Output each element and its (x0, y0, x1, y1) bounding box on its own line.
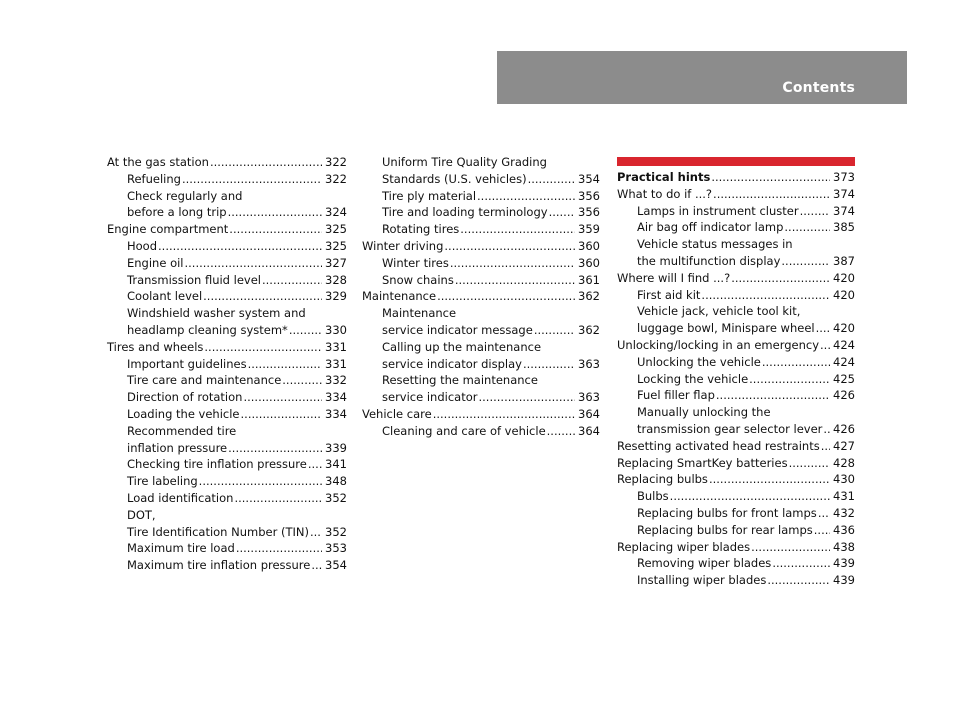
toc-entry[interactable] (617, 186, 855, 203)
toc-entry-page: 420 (833, 270, 855, 285)
leader-dots (762, 354, 830, 371)
leader-dots (199, 473, 322, 490)
toc-entry[interactable] (617, 488, 855, 505)
toc-entry-page: 329 (325, 289, 347, 304)
leader-dots (437, 288, 575, 305)
toc-entry[interactable] (617, 320, 855, 337)
leader-dots (308, 456, 322, 473)
toc-entry-title: Maximum tire load (127, 541, 235, 556)
toc-entry-page: 356 (578, 188, 600, 203)
toc-entry-title: Snow chains (382, 272, 454, 287)
toc-entry-page: 353 (325, 541, 347, 556)
toc-entry[interactable] (107, 322, 347, 339)
leader-dots (767, 572, 830, 589)
toc-entry[interactable] (617, 270, 855, 287)
toc-entry-page: 436 (833, 522, 855, 537)
leader-dots (716, 387, 830, 404)
toc-entry-page: 362 (578, 322, 600, 337)
toc-entry-title: Cleaning and care of vehicle (382, 423, 546, 438)
leader-dots (182, 171, 322, 188)
leader-dots (228, 440, 322, 457)
leader-dots (781, 253, 830, 270)
leader-dots (823, 421, 830, 438)
toc-entry-title: Tire and loading terminology (382, 205, 548, 220)
toc-entry-page: 364 (578, 423, 600, 438)
toc-entry-title: Direction of rotation (127, 390, 243, 405)
toc-entry[interactable] (107, 372, 347, 389)
leader-dots (236, 540, 322, 557)
toc-entry-page: 324 (325, 205, 347, 220)
toc-entry-title: Maintenance (382, 306, 457, 321)
toc-entry-title: Tire Identification Number (TIN) (127, 524, 309, 539)
toc-entry[interactable] (107, 389, 347, 406)
toc-entry[interactable] (617, 421, 855, 438)
toc-entry[interactable] (107, 154, 347, 171)
leader-dots (731, 270, 830, 287)
toc-entry[interactable] (617, 471, 855, 488)
leader-dots (433, 406, 575, 423)
leader-dots (547, 423, 575, 440)
toc-entry-page: 354 (578, 171, 600, 186)
leader-dots (204, 339, 322, 356)
toc-entry-title: Vehicle care (362, 406, 432, 421)
toc-entry-title: Removing wiper blades (637, 556, 772, 571)
toc-entry[interactable] (617, 203, 855, 220)
toc-entry-title: inflation pressure (127, 440, 228, 455)
toc-entry-title: service indicator message (382, 322, 533, 337)
leader-dots (185, 255, 323, 272)
toc-entry[interactable] (617, 371, 855, 388)
leader-dots (821, 438, 830, 455)
toc-entry-page: 364 (578, 406, 600, 421)
toc-entry-title: Engine oil (127, 255, 184, 270)
leader-dots (241, 406, 322, 423)
leader-dots (210, 154, 322, 171)
toc-entry-title: Fuel filler flap (637, 388, 715, 403)
leader-dots (262, 272, 322, 289)
toc-entry-title: Important guidelines (127, 356, 247, 371)
toc-entry[interactable] (617, 555, 855, 572)
toc-entry[interactable] (617, 387, 855, 404)
toc-entry-title: service indicator (382, 390, 478, 405)
toc-entry-page: 330 (325, 322, 347, 337)
toc-entry[interactable] (107, 255, 347, 272)
toc-entry[interactable] (107, 272, 347, 289)
leader-dots (701, 287, 830, 304)
leader-dots (203, 288, 322, 305)
toc-entry-page: 341 (325, 457, 347, 472)
toc-entry-page: 363 (578, 356, 600, 371)
toc-entry-page: 420 (833, 287, 855, 302)
toc-entry[interactable] (362, 288, 600, 305)
toc-entry-page: 374 (833, 203, 855, 218)
toc-entry[interactable] (617, 287, 855, 304)
toc-entry-page: 354 (325, 558, 347, 573)
toc-entry[interactable] (107, 440, 347, 457)
toc-entry-title: Loading the vehicle (127, 406, 240, 421)
toc-entry-title: What to do if ...? (617, 186, 713, 201)
toc-entry-title: luggage bowl, Minispare wheel (637, 321, 815, 336)
toc-entry[interactable] (362, 272, 600, 289)
leader-dots (455, 272, 575, 289)
toc-entry (362, 339, 600, 356)
toc-entry-title: headlamp cleaning system* (127, 322, 288, 337)
leader-dots (751, 539, 830, 556)
toc-entry-title: before a long trip (127, 205, 227, 220)
leader-dots (670, 488, 830, 505)
section-accent-bar (617, 157, 855, 166)
toc-entry-page: 374 (833, 186, 855, 201)
leader-dots (310, 524, 322, 541)
toc-entry-title: Uniform Tire Quality Grading (382, 155, 547, 169)
leader-dots (234, 490, 322, 507)
toc-entry-page: 322 (325, 155, 347, 169)
toc-entry-page: 439 (833, 556, 855, 571)
toc-entry-title: Coolant level (127, 289, 203, 304)
toc-entry[interactable] (617, 505, 855, 522)
toc-entry-title: Unlocking the vehicle (637, 354, 761, 369)
toc-entry-title: Resetting the maintenance (382, 373, 538, 388)
toc-entry-title: Where will I find ...? (617, 270, 731, 285)
toc-entry-title: Manually unlocking the (637, 405, 771, 420)
toc-entry-page: 361 (578, 272, 600, 287)
toc-entry-page: 331 (325, 339, 347, 354)
toc-entry-title: Transmission fluid level (127, 272, 261, 287)
toc-entry-title: Tire labeling (127, 474, 198, 489)
header-bar (497, 51, 907, 104)
toc-entry[interactable] (362, 356, 600, 373)
toc-entry-title: Winter driving (362, 238, 444, 253)
toc-entry-title: Vehicle jack, vehicle tool kit, (637, 304, 801, 319)
toc-entry-page: 360 (578, 238, 600, 253)
toc-entry-page: 438 (833, 539, 855, 554)
toc-entry-title: Maintenance (362, 289, 437, 304)
toc-entry-title: Locking the vehicle (637, 371, 749, 386)
toc-entry-title: Air bag off indicator lamp (637, 220, 784, 235)
toc-entry-page: 426 (833, 388, 855, 403)
toc-entry-page: 325 (325, 238, 347, 253)
toc-entry-title: Resetting activated head restraints (617, 438, 820, 453)
toc-entry (362, 154, 600, 171)
leader-dots (749, 371, 830, 388)
toc-entry-title: Refueling (127, 171, 181, 186)
toc-entry-title: Windshield washer system and (127, 306, 306, 321)
toc-entry[interactable] (107, 406, 347, 423)
toc-entry-page: 428 (833, 455, 855, 470)
toc-entry-title: transmission gear selector lever (637, 421, 823, 436)
toc-entry-page: 431 (833, 489, 855, 504)
toc-entry-title: Vehicle status messages in (637, 237, 793, 252)
toc-entry-title: Engine compartment (107, 222, 229, 237)
toc-entry (362, 305, 600, 322)
leader-dots (818, 505, 830, 522)
leader-dots (784, 219, 830, 236)
toc-entry[interactable] (107, 524, 347, 541)
toc-entry[interactable] (362, 406, 600, 423)
toc-entry-title: Replacing bulbs (617, 472, 708, 487)
toc-entry[interactable] (362, 255, 600, 272)
toc-entry[interactable] (362, 171, 600, 188)
toc-entry[interactable] (107, 204, 347, 221)
leader-dots (243, 389, 322, 406)
toc-entry-page: 359 (578, 222, 600, 237)
toc-entry[interactable] (362, 238, 600, 255)
toc-entry[interactable] (617, 219, 855, 236)
leader-dots (789, 455, 830, 472)
toc-entry[interactable] (107, 238, 347, 255)
toc-entry-page: 348 (325, 474, 347, 489)
toc-entry-title: Load identification (127, 490, 234, 505)
toc-entry-title: Hood (127, 238, 158, 253)
toc-entry[interactable] (107, 540, 347, 557)
toc-entry-title: Winter tires (382, 255, 449, 270)
toc-entry[interactable] (107, 339, 347, 356)
toc-entry-page: 331 (325, 356, 347, 371)
leader-dots (800, 203, 830, 220)
toc-entry-title: Unlocking/locking in an emergency (617, 337, 820, 352)
leader-dots (814, 522, 830, 539)
toc-entry[interactable] (617, 253, 855, 270)
toc-entry-page: 424 (833, 337, 855, 352)
toc-entry[interactable] (617, 337, 855, 354)
leader-dots (282, 372, 322, 389)
toc-entry-title: Bulbs (637, 489, 669, 504)
toc-entry-title: Maximum tire inflation pressure (127, 558, 311, 573)
leader-dots (528, 171, 575, 188)
leader-dots (228, 204, 322, 221)
toc-entry-title: the multifunction display (637, 253, 781, 268)
toc-entry-title: Recommended tire (127, 423, 237, 438)
leader-dots (158, 238, 322, 255)
leader-dots (816, 320, 830, 337)
toc-entry[interactable] (107, 557, 347, 574)
toc-entry-title: Checking tire inflation pressure (127, 457, 307, 472)
toc-entry-page: 387 (833, 253, 855, 268)
toc-entry (107, 423, 347, 440)
leader-dots (534, 322, 575, 339)
toc-entry[interactable] (617, 572, 855, 589)
toc-entry-page: 425 (833, 371, 855, 386)
toc-entry-page: 322 (325, 171, 347, 186)
toc-entry-page: 328 (325, 272, 347, 287)
toc-entry[interactable] (617, 539, 855, 556)
toc-entry-title: Installing wiper blades (637, 573, 767, 588)
toc-entry-title: DOT, (127, 507, 156, 522)
toc-entry (107, 188, 347, 205)
toc-entry[interactable] (107, 473, 347, 490)
toc-entry[interactable] (107, 221, 347, 238)
toc-entry[interactable] (107, 288, 347, 305)
leader-dots (713, 186, 830, 203)
toc-entry-page: 325 (325, 222, 347, 237)
toc-entry-page: 385 (833, 220, 855, 235)
leader-dots (711, 169, 830, 186)
toc-entry-title: Tire care and maintenance (127, 373, 282, 388)
leader-dots (709, 471, 830, 488)
toc-entry-title: Replacing SmartKey batteries (617, 455, 788, 470)
toc-entry (107, 507, 347, 524)
toc-entry-title: Replacing wiper blades (617, 539, 751, 554)
toc-entry-title: Check regularly and (127, 188, 243, 203)
toc-entry-page: 424 (833, 354, 855, 369)
leader-dots (549, 204, 575, 221)
toc-entry-title: Lamps in instrument cluster (637, 203, 799, 218)
toc-entry[interactable] (107, 456, 347, 473)
toc-entry-title: At the gas station (107, 155, 209, 169)
toc-entry[interactable] (362, 188, 600, 205)
toc-entry-page: 356 (578, 205, 600, 220)
leader-dots (248, 356, 322, 373)
toc-entry-title: Tires and wheels (107, 339, 204, 354)
toc-entry-page: 327 (325, 255, 347, 270)
leader-dots (478, 389, 575, 406)
toc-entry-page: 373 (833, 170, 855, 184)
toc-entry-page: 430 (833, 472, 855, 487)
toc-entry[interactable] (362, 389, 600, 406)
toc-entry-page: 334 (325, 406, 347, 421)
toc-entry-title: service indicator display (382, 356, 522, 371)
toc-entry-page: 332 (325, 373, 347, 388)
toc-entry[interactable] (362, 322, 600, 339)
leader-dots (311, 557, 322, 574)
toc-entry[interactable] (362, 221, 600, 238)
toc-entry-page: 363 (578, 390, 600, 405)
toc-column-3 (617, 157, 855, 589)
toc-entry[interactable] (617, 522, 855, 539)
toc-entry[interactable] (107, 171, 347, 188)
toc-entry-page: 352 (325, 524, 347, 539)
toc-entry-page: 339 (325, 440, 347, 455)
toc-entry[interactable] (107, 490, 347, 507)
toc-entry (107, 305, 347, 322)
toc-entry-title: Tire ply material (382, 188, 477, 203)
toc-entry-title: Replacing bulbs for rear lamps (637, 522, 813, 537)
toc-entry[interactable] (617, 438, 855, 455)
toc-entry-page: 427 (833, 438, 855, 453)
toc-column-2 (362, 154, 600, 440)
toc-entry (617, 236, 855, 253)
toc-entry[interactable] (362, 423, 600, 440)
toc-entry-page: 360 (578, 255, 600, 270)
toc-entry-page: 420 (833, 321, 855, 336)
toc-entry-page: 352 (325, 490, 347, 505)
toc-entry (617, 303, 855, 320)
leader-dots (289, 322, 322, 339)
toc-entry-page: 426 (833, 421, 855, 436)
leader-dots (460, 221, 575, 238)
leader-dots (229, 221, 322, 238)
toc-entry-title: Calling up the maintenance (382, 339, 542, 354)
toc-entry[interactable] (107, 356, 347, 373)
toc-entry[interactable] (617, 354, 855, 371)
page-title: Contents (782, 80, 855, 96)
toc-entry[interactable] (362, 204, 600, 221)
leader-dots (444, 238, 575, 255)
toc-entry-title: Practical hints (617, 170, 711, 184)
toc-entry-page: 432 (833, 505, 855, 520)
toc-entry[interactable] (617, 169, 855, 186)
toc-entry-page: 334 (325, 390, 347, 405)
leader-dots (477, 188, 575, 205)
toc-entry-page: 362 (578, 289, 600, 304)
toc-entry (617, 404, 855, 421)
toc-entry (362, 372, 600, 389)
toc-entry-title: Rotating tires (382, 222, 460, 237)
leader-dots (772, 555, 830, 572)
toc-entry[interactable] (617, 455, 855, 472)
toc-entry-page: 439 (833, 573, 855, 588)
leader-dots (450, 255, 575, 272)
leader-dots (820, 337, 830, 354)
toc-entry-title: Standards (U.S. vehicles) (382, 171, 527, 186)
toc-column-1 (107, 154, 347, 574)
leader-dots (523, 356, 575, 373)
toc-entry-title: Replacing bulbs for front lamps (637, 505, 817, 520)
toc-entry-title: First aid kit (637, 287, 701, 302)
